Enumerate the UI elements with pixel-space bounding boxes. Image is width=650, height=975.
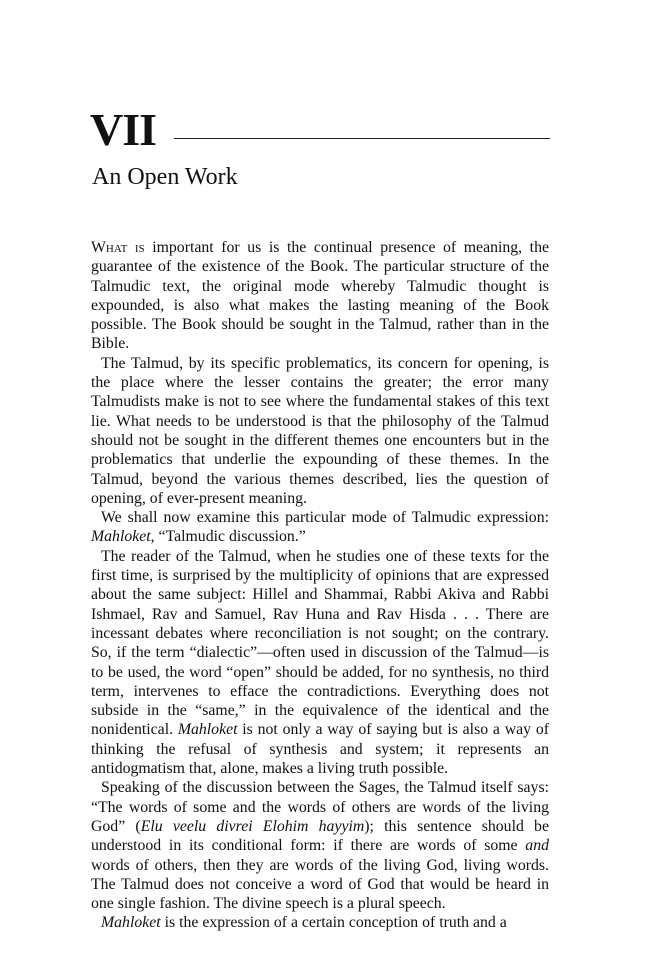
body-text xyxy=(91,238,549,933)
paragraph-5 xyxy=(91,778,549,913)
paragraph-text: Speaking of the discussion between the Sages, the Talmud itself says: “The words of some and the words of others are words of the living God” ( xyxy=(91,779,549,835)
paragraph-text: important for us is the continual presence of meaning, the guarantee of the existence of the Book. The particular structure of the Talmudic text, the original mode whereby Talmudic thought is expounded, is also what makes the lasting meaning of the Book possible. The Book should be sought in the Talmud, rather than in the Bible. xyxy=(91,239,549,353)
italic-term: and xyxy=(525,837,549,855)
italic-term: Mahloket xyxy=(177,721,238,739)
paragraph-text: words of others, then they are words of the living God, living words. The Talmud does not conceive a word of God that would be heard in one single fashion. The divine speech is a plural speech. xyxy=(91,856,549,913)
paragraph-text: ); this sentence should be understood in its conditional form: if there are words of some xyxy=(91,817,549,855)
paragraph-text: , “Talmudic discussion.” xyxy=(150,528,306,546)
paragraph-text: is the expression of a certain conception of truth and a xyxy=(160,914,507,932)
chapter-rule xyxy=(174,138,550,139)
lead-in: What is xyxy=(91,239,145,256)
paragraph-text: The Talmud, by its specific problematics, its concern for opening, is the place where the lesser contains the greater; the error many Talmudists make is not to see where the fundamental stakes of this text lie. What needs to be understood is that the philosophy of the Talmud should not be sought in the different themes one encounters but in the problematics that underlie the expounding of these themes. In the Talmud, beyond the various themes described, lies the question of opening, of ever-present meaning. xyxy=(91,354,549,507)
paragraph-3 xyxy=(91,508,549,547)
italic-term: Mahloket xyxy=(101,914,161,932)
paragraph-text: We shall now examine this particular mode of Talmudic expression: xyxy=(101,509,549,527)
italic-term: Mahloket xyxy=(91,528,151,546)
paragraph-text: is not only a way of saying but is also a way of thinking the refusal of synthesis and system; it represents an antidogmatism that, alone, makes a living truth possible. xyxy=(91,721,549,778)
paragraph-6 xyxy=(91,913,549,932)
chapter-number: VII xyxy=(90,104,157,155)
chapter-title: An Open Work xyxy=(92,164,238,190)
paragraph-1 xyxy=(91,238,549,354)
paragraph-4 xyxy=(91,547,549,779)
paragraph-2 xyxy=(91,354,549,508)
paragraph-text: The reader of the Talmud, when he studies one of these texts for the first time, is surprised by the multiplicity of opinions that are expressed about the same subject: Hillel and Shammai, Rabbi Akiva and Rabbi Ishmael, Rav and Samuel, Rav Huna and Rav Hisda . . . There are incessant debates where reconciliation is not sought; on the contrary. So, if the term “dialectic”—often used in discussion of the Talmud—is to be used, the word “open” should be added, for no synthesis, no third term, intervenes to efface the contradictions. Everything does not subside in the “same,” in the equivalence of the identical and the nonidentical. xyxy=(91,547,549,739)
italic-term: Elu veelu divrei Elohim hayyim xyxy=(140,817,365,835)
chapter-heading xyxy=(90,104,550,155)
